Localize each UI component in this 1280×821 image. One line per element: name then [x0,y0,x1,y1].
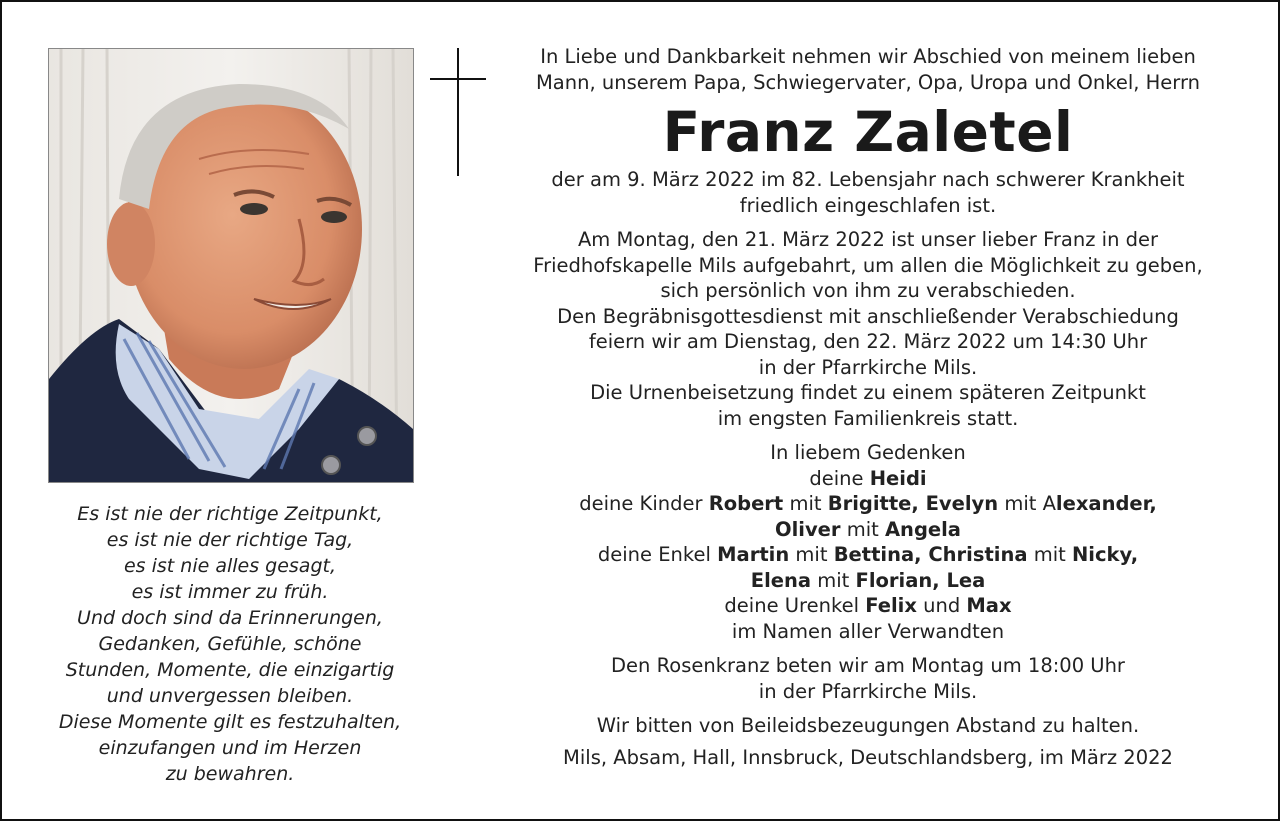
mourners-intro: In liebem Gedenken [770,441,966,464]
poem [40,501,420,787]
connector-text: mit A [998,492,1056,515]
person-name: Martin [717,543,790,566]
poem-line: Diese Momente gilt es festzuhalten, [58,711,402,733]
deceased-name: Franz Zaletel [662,100,1074,164]
poem-line: zu bewahren. [165,763,295,785]
person-name: Angela [884,517,961,541]
poem-line: es ist nie der richtige Tag, [106,529,354,551]
condolence-note: Wir bitten von Beileidsbezeugungen Abstand zu halten. [596,714,1140,737]
arrangement-line: sich persönlich von ihm zu verabschieden. [660,279,1076,302]
arrangement-line: Am Montag, den 21. März 2022 ist unser lieber Franz in der [577,228,1159,251]
death-line: friedlich eingeschlafen ist. [739,193,997,217]
poem-line: einzufangen und im Herzen [98,737,362,759]
intro-line: In Liebe und Dankbarkeit nehmen wir Abschied von meinem lieben [540,45,1196,68]
connector-text: mit [783,492,828,515]
person-name: Nicky, [1071,543,1139,566]
arrangement-line: in der Pfarrkirche Mils. [758,355,978,379]
arrangement-line: Den Begräbnisgottesdienst mit anschließender Verabschiedung [557,304,1179,328]
poem-line: und unvergessen bleiben. [106,685,354,707]
mourners-relatives: im Namen aller Verwandten [731,619,1005,643]
person-name: Brigitte, Evelyn [827,492,999,515]
arrangement-line: Die Urnenbeisetzung findet zu einem späteren Zeitpunkt [590,381,1146,404]
cross-icon [430,48,486,176]
connector-text: mit [1027,543,1072,566]
intro-line: Mann, unserem Papa, Schwiegervater, Opa, Uropa und Onkel, Herrn [535,70,1201,94]
wife-prefix: deine [809,466,864,490]
children-names [709,492,1157,515]
obituary-text [502,44,1234,770]
grandchildren-names [717,543,1138,566]
children-names [775,518,961,541]
rosary-line: in der Pfarrkirche Mils. [758,679,978,703]
person-name: Robert [708,492,784,515]
mourners-grandchildren [502,542,1234,568]
grandchildren-prefix: deine Enkel [597,543,711,566]
arrangement-line: im engsten Familienkreis statt. [717,406,1019,430]
person-name: Bettina, Christina [833,543,1028,566]
poem-line: es ist nie alles gesagt, [123,555,336,577]
poem-line: Stunden, Momente, die einzigartig [65,659,395,681]
person-name: Oliver [775,517,841,541]
great-grandchildren-prefix: deine Urenkel [724,594,859,617]
person-name: Florian, Lea [855,568,986,592]
wife-name: Heidi [869,466,927,490]
mourners-children [502,491,1234,517]
places-date: Mils, Absam, Hall, Innsbruck, Deutschlandsberg, im März 2022 [563,745,1173,769]
poem-line: Gedanken, Gefühle, schöne [98,633,362,655]
connector-text: und [916,594,967,617]
poem-line: es ist immer zu früh. [131,581,329,603]
mourners-great-grandchildren [502,593,1234,619]
connector-text: mit [789,543,834,566]
mourners-children-cont [502,517,1234,543]
person-name: Felix [865,594,917,617]
death-line: der am 9. März 2022 im 82. Lebensjahr nach schwerer Krankheit [551,168,1185,191]
grandchildren-names [751,569,986,592]
arrangement-line: Friedhofskapelle Mils aufgebahrt, um allen die Möglichkeit zu geben, [533,253,1203,277]
great-grandchildren-names [865,594,1011,617]
person-name: Max [966,594,1012,617]
mourners-grandchildren-cont [502,568,1234,594]
children-prefix: deine Kinder [579,492,703,515]
connector-text: mit [840,517,885,541]
rosary-line: Den Rosenkranz beten wir am Montag um 18:00 Uhr [611,654,1125,677]
portrait-photo [48,48,414,483]
connector-text: mit [811,568,856,592]
poem-line: Und doch sind da Erinnerungen, [77,607,383,629]
poem-line: Es ist nie der richtige Zeitpunkt, [77,503,383,525]
person-name: Elena [750,568,812,592]
arrangement-line: feiern wir am Dienstag, den 22. März 2022 um 14:30 Uhr [588,330,1148,353]
person-name: lexander, [1055,492,1157,515]
mourners-wife [502,466,1234,492]
